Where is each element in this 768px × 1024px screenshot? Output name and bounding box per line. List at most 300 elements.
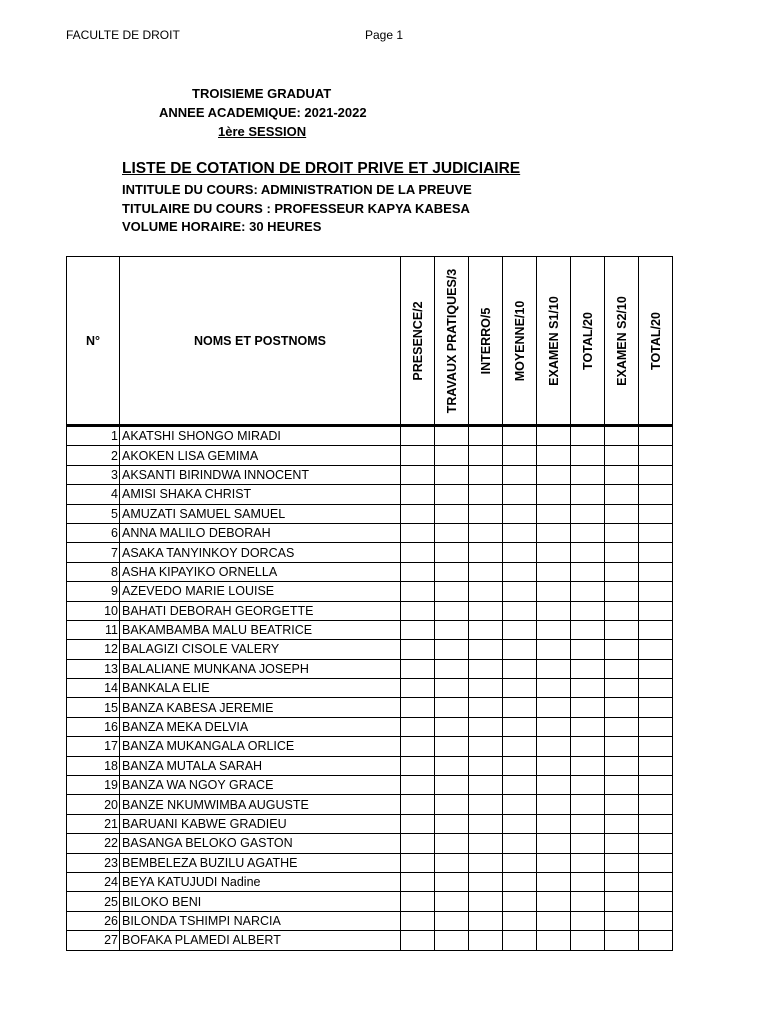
grade-cell[interactable]: [469, 446, 503, 465]
grade-cell[interactable]: [435, 485, 469, 504]
grade-cell[interactable]: [571, 679, 605, 698]
grade-cell[interactable]: [503, 659, 537, 678]
grade-cell[interactable]: [537, 834, 571, 853]
student-name: ANNA MALILO DEBORAH: [120, 523, 401, 542]
grade-cell[interactable]: [503, 620, 537, 639]
grade-cell[interactable]: [401, 601, 435, 620]
grade-cell[interactable]: [503, 756, 537, 775]
grade-cell[interactable]: [435, 776, 469, 795]
column-header-grade: [469, 257, 503, 426]
grade-cell[interactable]: [639, 872, 673, 891]
grade-cell[interactable]: [469, 756, 503, 775]
grade-cell[interactable]: [401, 717, 435, 736]
student-row: [67, 465, 673, 484]
grade-cell[interactable]: [401, 834, 435, 853]
grade-cell[interactable]: [435, 523, 469, 542]
grade-cell[interactable]: [639, 465, 673, 484]
grade-cell[interactable]: [605, 427, 639, 446]
grade-cell[interactable]: [571, 427, 605, 446]
grade-cell[interactable]: [401, 679, 435, 698]
grade-cell[interactable]: [537, 504, 571, 523]
grade-cell[interactable]: [435, 795, 469, 814]
grade-cell[interactable]: [503, 853, 537, 872]
session-label: 1ère SESSION: [218, 124, 307, 139]
grade-cell[interactable]: [537, 523, 571, 542]
grade-cell[interactable]: [435, 872, 469, 891]
student-number: 13: [67, 659, 120, 678]
student-number: 25: [67, 892, 120, 911]
grade-cell[interactable]: [435, 911, 469, 930]
grade-cell[interactable]: [401, 427, 435, 446]
grade-cell[interactable]: [503, 814, 537, 833]
student-name: BAHATI DEBORAH GEORGETTE: [120, 601, 401, 620]
student-number: 7: [67, 543, 120, 562]
student-name: BANZA MUTALA SARAH: [120, 756, 401, 775]
grade-cell[interactable]: [605, 446, 639, 465]
grade-cell[interactable]: [503, 446, 537, 465]
grade-cell[interactable]: [537, 853, 571, 872]
grade-cell[interactable]: [571, 620, 605, 639]
student-row: [67, 717, 673, 736]
student-name: AKATSHI SHONGO MIRADI: [120, 427, 401, 446]
grade-cell[interactable]: [605, 640, 639, 659]
course-professor: TITULAIRE DU COURS : PROFESSEUR KAPYA KABESA: [122, 201, 470, 216]
grade-cell[interactable]: [605, 620, 639, 639]
grade-cell[interactable]: [469, 814, 503, 833]
student-row: [67, 523, 673, 542]
student-row: [67, 795, 673, 814]
grade-cell[interactable]: [469, 853, 503, 872]
grade-cell[interactable]: [537, 931, 571, 950]
grade-cell[interactable]: [435, 427, 469, 446]
column-header-grade: [503, 257, 537, 426]
grade-cell[interactable]: [639, 601, 673, 620]
grade-cell[interactable]: [639, 659, 673, 678]
grade-cell[interactable]: [435, 814, 469, 833]
grade-cell[interactable]: [571, 795, 605, 814]
grade-cell[interactable]: [401, 582, 435, 601]
grade-cell[interactable]: [605, 853, 639, 872]
grade-cell[interactable]: [639, 485, 673, 504]
grade-cell[interactable]: [639, 853, 673, 872]
grade-cell[interactable]: [537, 717, 571, 736]
column-header-grade: [605, 257, 639, 426]
grade-cell[interactable]: [639, 911, 673, 930]
grade-cell[interactable]: [639, 931, 673, 950]
grade-cell[interactable]: [469, 640, 503, 659]
student-row: [67, 620, 673, 639]
student-row: [67, 931, 673, 950]
student-name: BALALIANE MUNKANA JOSEPH: [120, 659, 401, 678]
grade-cell[interactable]: [503, 834, 537, 853]
grade-cell[interactable]: [639, 756, 673, 775]
grade-cell[interactable]: [605, 814, 639, 833]
grade-cell[interactable]: [639, 892, 673, 911]
student-name: BANZA WA NGOY GRACE: [120, 776, 401, 795]
grade-cell[interactable]: [503, 737, 537, 756]
student-number: 18: [67, 756, 120, 775]
grade-cell[interactable]: [605, 465, 639, 484]
column-header-label: INTERRO/5: [478, 307, 493, 374]
grade-cell[interactable]: [639, 523, 673, 542]
student-row: [67, 776, 673, 795]
grade-cell[interactable]: [435, 853, 469, 872]
grade-cell[interactable]: [435, 892, 469, 911]
grade-cell[interactable]: [639, 427, 673, 446]
grade-cell[interactable]: [571, 562, 605, 581]
grade-cell[interactable]: [605, 931, 639, 950]
grade-cell[interactable]: [503, 562, 537, 581]
grade-cell[interactable]: [571, 737, 605, 756]
column-header-label: MOYENNE/10: [512, 300, 527, 381]
grade-cell[interactable]: [503, 504, 537, 523]
grade-cell[interactable]: [571, 776, 605, 795]
grade-cell[interactable]: [401, 911, 435, 930]
grade-cell[interactable]: [435, 737, 469, 756]
grade-cell[interactable]: [571, 523, 605, 542]
grade-cell[interactable]: [503, 465, 537, 484]
grades-table: [66, 256, 673, 951]
student-row: [67, 562, 673, 581]
column-header-grade: [639, 257, 673, 426]
grade-cell[interactable]: [605, 756, 639, 775]
student-name: AZEVEDO MARIE LOUISE: [120, 582, 401, 601]
grade-cell[interactable]: [401, 659, 435, 678]
grade-cell[interactable]: [605, 562, 639, 581]
grade-cell[interactable]: [435, 620, 469, 639]
student-row: [67, 582, 673, 601]
grade-cell[interactable]: [469, 504, 503, 523]
student-row: [67, 543, 673, 562]
grade-cell[interactable]: [639, 640, 673, 659]
grade-cell[interactable]: [435, 446, 469, 465]
grade-cell[interactable]: [571, 892, 605, 911]
grade-cell[interactable]: [537, 737, 571, 756]
grade-cell[interactable]: [435, 679, 469, 698]
grade-cell[interactable]: [537, 911, 571, 930]
grade-cell[interactable]: [401, 504, 435, 523]
grade-cell[interactable]: [401, 756, 435, 775]
grade-cell[interactable]: [571, 834, 605, 853]
grade-cell[interactable]: [503, 892, 537, 911]
student-number: 26: [67, 911, 120, 930]
grade-cell[interactable]: [469, 872, 503, 891]
grade-cell[interactable]: [537, 872, 571, 891]
grade-cell[interactable]: [639, 446, 673, 465]
student-name: BOFAKA PLAMEDI ALBERT: [120, 931, 401, 950]
grade-cell[interactable]: [401, 776, 435, 795]
faculty-header: FACULTE DE DROIT: [66, 28, 180, 42]
student-row: [67, 756, 673, 775]
student-row: [67, 446, 673, 465]
grade-cell[interactable]: [401, 640, 435, 659]
grade-cell[interactable]: [537, 640, 571, 659]
grade-cell[interactable]: [435, 640, 469, 659]
student-name: BANZA MEKA DELVIA: [120, 717, 401, 736]
grade-cell[interactable]: [469, 698, 503, 717]
column-header-grade: [401, 257, 435, 426]
grade-cell[interactable]: [571, 485, 605, 504]
grade-cell[interactable]: [401, 795, 435, 814]
grade-cell[interactable]: [469, 776, 503, 795]
student-name: BANZA MUKANGALA ORLICE: [120, 737, 401, 756]
grade-cell[interactable]: [537, 756, 571, 775]
grade-cell[interactable]: [401, 698, 435, 717]
grade-cell[interactable]: [435, 562, 469, 581]
grade-cell[interactable]: [503, 911, 537, 930]
grade-cell[interactable]: [503, 485, 537, 504]
grade-cell[interactable]: [537, 776, 571, 795]
grade-cell[interactable]: [571, 446, 605, 465]
grade-cell[interactable]: [605, 834, 639, 853]
grade-cell[interactable]: [469, 485, 503, 504]
student-number: 5: [67, 504, 120, 523]
grade-cell[interactable]: [605, 504, 639, 523]
student-name: AMISI SHAKA CHRIST: [120, 485, 401, 504]
grade-cell[interactable]: [571, 717, 605, 736]
grade-cell[interactable]: [401, 446, 435, 465]
course-hours: VOLUME HORAIRE: 30 HEURES: [122, 219, 322, 234]
grade-cell[interactable]: [469, 582, 503, 601]
student-name: BASANGA BELOKO GASTON: [120, 834, 401, 853]
grade-cell[interactable]: [401, 872, 435, 891]
grade-cell[interactable]: [503, 931, 537, 950]
grade-cell[interactable]: [401, 562, 435, 581]
student-name: ASHA KIPAYIKO ORNELLA: [120, 562, 401, 581]
grade-cell[interactable]: [639, 814, 673, 833]
grade-cell[interactable]: [469, 834, 503, 853]
table-body: [67, 425, 673, 950]
grade-cell[interactable]: [469, 562, 503, 581]
grade-cell[interactable]: [605, 601, 639, 620]
grade-cell[interactable]: [435, 698, 469, 717]
grade-cell[interactable]: [469, 931, 503, 950]
grade-cell[interactable]: [469, 892, 503, 911]
student-row: [67, 853, 673, 872]
student-number: 12: [67, 640, 120, 659]
student-row: [67, 911, 673, 930]
grade-cell[interactable]: [537, 562, 571, 581]
grade-cell[interactable]: [605, 776, 639, 795]
grade-cell[interactable]: [571, 931, 605, 950]
grade-cell[interactable]: [639, 717, 673, 736]
grade-cell[interactable]: [469, 543, 503, 562]
grade-cell[interactable]: [571, 911, 605, 930]
grade-cell[interactable]: [605, 582, 639, 601]
grade-cell[interactable]: [571, 659, 605, 678]
grade-cell[interactable]: [571, 582, 605, 601]
grade-cell[interactable]: [401, 465, 435, 484]
column-header-names: NOMS ET POSTNOMS: [120, 257, 401, 426]
grade-cell[interactable]: [537, 814, 571, 833]
grade-cell[interactable]: [503, 776, 537, 795]
class-level: TROISIEME GRADUAT: [192, 86, 332, 101]
grade-cell[interactable]: [503, 795, 537, 814]
student-row: [67, 485, 673, 504]
grade-cell[interactable]: [571, 872, 605, 891]
grade-cell[interactable]: [537, 465, 571, 484]
grade-cell[interactable]: [639, 582, 673, 601]
student-name: AKSANTI BIRINDWA INNOCENT: [120, 465, 401, 484]
grade-cell[interactable]: [571, 465, 605, 484]
student-row: [67, 659, 673, 678]
grade-cell[interactable]: [605, 698, 639, 717]
grade-cell[interactable]: [469, 717, 503, 736]
grade-cell[interactable]: [605, 872, 639, 891]
student-name: BAKAMBAMBA MALU BEATRICE: [120, 620, 401, 639]
grade-cell[interactable]: [401, 620, 435, 639]
grade-cell[interactable]: [639, 620, 673, 639]
grade-cell[interactable]: [537, 698, 571, 717]
column-header-grade: [571, 257, 605, 426]
student-name: BARUANI KABWE GRADIEU: [120, 814, 401, 833]
student-number: 6: [67, 523, 120, 542]
student-number: 3: [67, 465, 120, 484]
student-name: AMUZATI SAMUEL SAMUEL: [120, 504, 401, 523]
grade-cell[interactable]: [503, 717, 537, 736]
grade-cell[interactable]: [605, 659, 639, 678]
grade-cell[interactable]: [605, 543, 639, 562]
grade-cell[interactable]: [537, 485, 571, 504]
grade-cell[interactable]: [435, 504, 469, 523]
student-name: BEYA KATUJUDI Nadine: [120, 872, 401, 891]
grade-cell[interactable]: [435, 582, 469, 601]
grade-cell[interactable]: [605, 737, 639, 756]
grade-cell[interactable]: [503, 640, 537, 659]
grade-cell[interactable]: [503, 427, 537, 446]
grade-cell[interactable]: [537, 795, 571, 814]
grade-cell[interactable]: [503, 582, 537, 601]
grade-cell[interactable]: [503, 523, 537, 542]
grade-cell[interactable]: [435, 601, 469, 620]
grade-cell[interactable]: [605, 679, 639, 698]
grade-cell[interactable]: [503, 698, 537, 717]
grade-cell[interactable]: [537, 679, 571, 698]
column-header-grade: [435, 257, 469, 426]
grade-cell[interactable]: [401, 485, 435, 504]
grade-cell[interactable]: [639, 776, 673, 795]
grade-cell[interactable]: [639, 562, 673, 581]
grade-cell[interactable]: [503, 679, 537, 698]
grade-cell[interactable]: [605, 485, 639, 504]
grade-cell[interactable]: [435, 834, 469, 853]
grade-cell[interactable]: [435, 543, 469, 562]
grade-cell[interactable]: [537, 446, 571, 465]
student-name: BANZA KABESA JEREMIE: [120, 698, 401, 717]
grade-cell[interactable]: [469, 659, 503, 678]
grade-cell[interactable]: [401, 543, 435, 562]
grade-cell[interactable]: [639, 679, 673, 698]
student-row: [67, 640, 673, 659]
grade-cell[interactable]: [503, 543, 537, 562]
student-number: 10: [67, 601, 120, 620]
grade-cell[interactable]: [401, 523, 435, 542]
grade-cell[interactable]: [537, 892, 571, 911]
grade-cell[interactable]: [435, 659, 469, 678]
grade-cell[interactable]: [605, 911, 639, 930]
grade-cell[interactable]: [639, 737, 673, 756]
column-header-label: EXAMEN S1/10: [546, 295, 561, 386]
grade-cell[interactable]: [639, 504, 673, 523]
grade-cell[interactable]: [571, 814, 605, 833]
grade-cell[interactable]: [469, 465, 503, 484]
grade-cell[interactable]: [639, 698, 673, 717]
student-row: [67, 834, 673, 853]
grade-cell[interactable]: [401, 892, 435, 911]
grade-cell[interactable]: [605, 795, 639, 814]
student-name: BEMBELEZA BUZILU AGATHE: [120, 853, 401, 872]
grade-cell[interactable]: [469, 737, 503, 756]
grade-cell[interactable]: [537, 601, 571, 620]
grade-cell[interactable]: [537, 620, 571, 639]
student-name: BANZE NKUMWIMBA AUGUSTE: [120, 795, 401, 814]
grade-cell[interactable]: [469, 620, 503, 639]
grade-cell[interactable]: [401, 853, 435, 872]
student-number: 22: [67, 834, 120, 853]
column-header-label: TOTAL/20: [648, 311, 663, 370]
grade-cell[interactable]: [571, 698, 605, 717]
grade-cell[interactable]: [639, 795, 673, 814]
grade-cell[interactable]: [605, 717, 639, 736]
grade-cell[interactable]: [605, 892, 639, 911]
grade-cell[interactable]: [537, 659, 571, 678]
grade-cell[interactable]: [571, 543, 605, 562]
grade-cell[interactable]: [435, 756, 469, 775]
grade-cell[interactable]: [469, 523, 503, 542]
grade-cell[interactable]: [469, 679, 503, 698]
grade-cell[interactable]: [435, 931, 469, 950]
column-header-number: N°: [67, 257, 120, 426]
grade-cell[interactable]: [639, 543, 673, 562]
grade-cell[interactable]: [537, 582, 571, 601]
student-number: 23: [67, 853, 120, 872]
student-name: BILONDA TSHIMPI NARCIA: [120, 911, 401, 930]
grade-cell[interactable]: [537, 427, 571, 446]
student-number: 8: [67, 562, 120, 581]
grade-cell[interactable]: [571, 756, 605, 775]
grade-cell[interactable]: [401, 931, 435, 950]
grade-cell[interactable]: [435, 717, 469, 736]
grade-cell[interactable]: [503, 601, 537, 620]
grade-cell[interactable]: [469, 795, 503, 814]
student-row: [67, 737, 673, 756]
student-row: [67, 679, 673, 698]
student-name: AKOKEN LISA GEMIMA: [120, 446, 401, 465]
grade-cell[interactable]: [469, 601, 503, 620]
grade-cell[interactable]: [401, 814, 435, 833]
student-number: 17: [67, 737, 120, 756]
page-number: Page 1: [365, 28, 404, 42]
student-name: ASAKA TANYINKOY DORCAS: [120, 543, 401, 562]
column-header-label: TOTAL/20: [580, 311, 595, 370]
student-number: 4: [67, 485, 120, 504]
grade-cell[interactable]: [571, 601, 605, 620]
grade-cell[interactable]: [571, 504, 605, 523]
grade-cell[interactable]: [639, 834, 673, 853]
grade-cell[interactable]: [435, 465, 469, 484]
table-header-row: [67, 257, 673, 426]
grade-cell[interactable]: [571, 640, 605, 659]
grade-cell[interactable]: [469, 427, 503, 446]
grade-cell[interactable]: [503, 872, 537, 891]
grade-cell[interactable]: [469, 911, 503, 930]
grade-cell[interactable]: [537, 543, 571, 562]
student-row: [67, 427, 673, 446]
grade-cell[interactable]: [605, 523, 639, 542]
grade-cell[interactable]: [401, 737, 435, 756]
student-number: 2: [67, 446, 120, 465]
grade-cell[interactable]: [571, 853, 605, 872]
